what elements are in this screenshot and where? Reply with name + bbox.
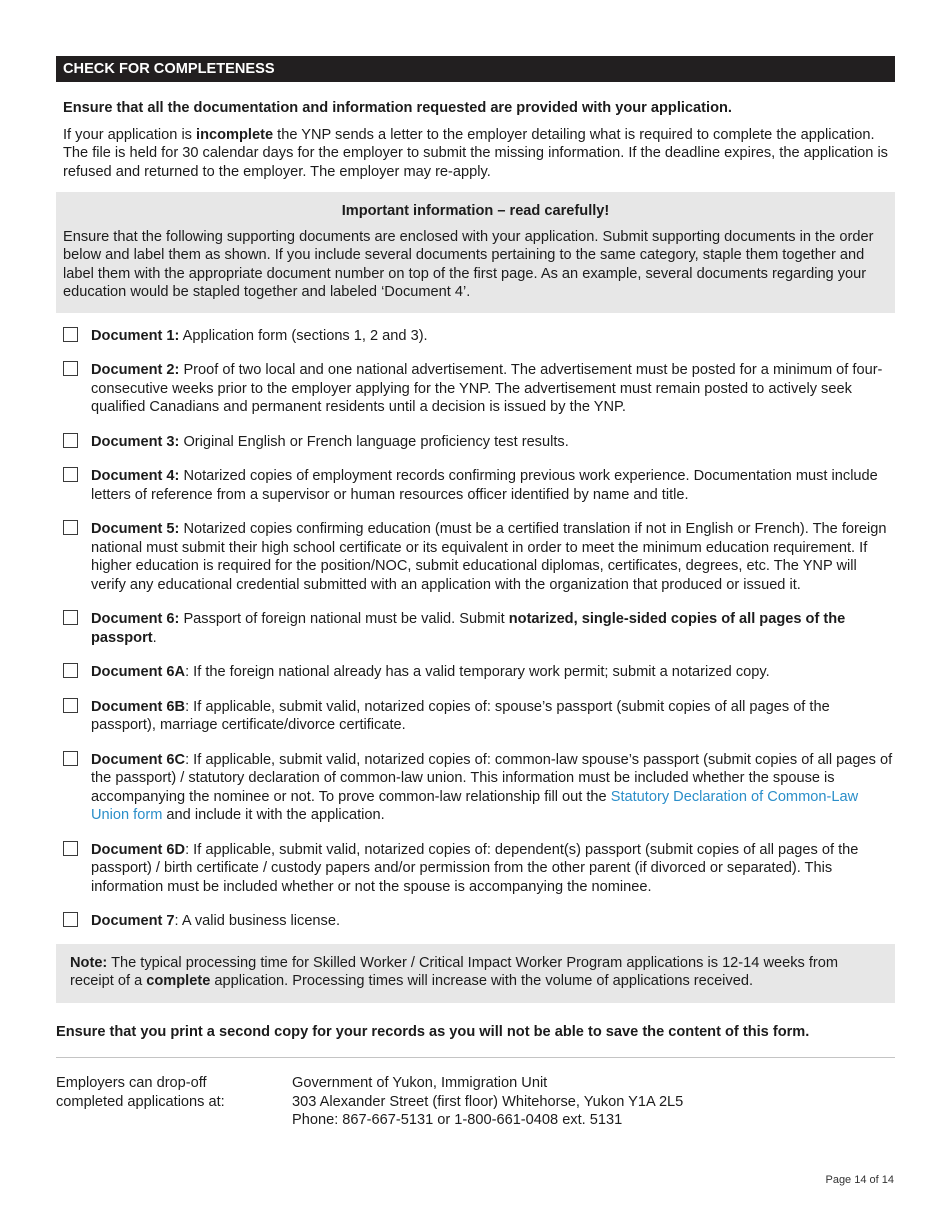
print-copy-notice: Ensure that you print a second copy for your records as you will not be able to save the content of this form.	[56, 1023, 810, 1040]
intro-lead: Ensure that all the documentation and information requested are provided with your application.	[63, 100, 732, 116]
checklist-item-document-4: Document 4: Notarized copies of employment records confirming previous work experience. Documentation must include letters of reference from a supervisor or human resources officer identified by name and title.	[56, 467, 895, 504]
important-info-title: Important information – read carefully!	[341, 203, 610, 219]
intro-paragraph: If your application is incomplete the YNP sends a letter to the employer detailing what is required to complete the application. The file is held for 30 calendar days for the employer to submit the missing information. If the deadline expires, the application is refused and returned to the employer. The employer may re-apply.	[63, 126, 888, 180]
checklist-item-document-6a: Document 6A: If the foreign national already has a valid temporary work permit; submit a notarized copy.	[56, 663, 895, 682]
dropoff-info	[56, 1074, 895, 1130]
checklist-item-document-6: Document 6: Passport of foreign national must be valid. Submit notarized, single-sided copies of all pages of the passport.	[56, 610, 895, 647]
checklist-item-document-1: Document 1: Application form (sections 1, 2 and 3).	[56, 327, 895, 346]
checklist-item-document-6b: Document 6B: If applicable, submit valid, notarized copies of: spouse’s passport (submit copies of all pages of the passport), marriage certificate/divorce certificate.	[56, 698, 895, 735]
checklist-item-document-6d: Document 6D: If applicable, submit valid, notarized copies of: dependent(s) passport (submit copies of all pages of the passport) / birth certificate / custody papers and/or permission from the other parent (if divorced or separated). This information must be included whether or not the spouse is accompanying the nominee.	[56, 841, 895, 897]
document-6c-checkbox[interactable]	[63, 751, 78, 766]
checklist-item-document-6c: Document 6C: If applicable, submit valid, notarized copies of: common-law spouse’s passport (submit copies of all pages of the passport) / statutory declaration of common-law union. This information must be included whether the spouse is accompanying the nominee or not. To prove common-law relationship fill out the Statutory Declaration of Common-Law Union form and include it with the application.	[56, 751, 895, 825]
document-6-checkbox[interactable]	[63, 610, 78, 625]
document-4-checkbox[interactable]	[63, 467, 78, 482]
checklist-item-document-5: Document 5: Notarized copies confirming education (must be a certified translation if not in English or French). The foreign national must submit their high school certificate or its equivalent in order to meet the minimum education requirement. If higher education is required for the position/NOC, submit educational diplomas, certificates, degrees, etc. The YNP will verify any educational credential submitted with an application with the organization that produced or issued it.	[56, 520, 895, 594]
document-5-checkbox[interactable]	[63, 520, 78, 535]
document-2-checkbox[interactable]	[63, 361, 78, 376]
document-7-checkbox[interactable]	[63, 912, 78, 927]
important-info-text: Ensure that the following supporting documents are enclosed with your application. Submit supporting documents in the order below and label them as shown. If you include several documents pertaining to the same category, staple them together and label them with the appropriate document number on top of the first page. As an example, several documents regarding your education would be stapled together and labeled ‘Document 4’.	[63, 228, 874, 300]
document-checklist	[56, 327, 895, 931]
statutory-declaration-link[interactable]: Statutory Declaration of Common-Law Union form	[91, 788, 859, 823]
dropoff-label: Employers can drop-off completed applications at:	[56, 1075, 225, 1110]
section-title: CHECK FOR COMPLETENESS	[56, 56, 895, 82]
checklist-item-document-2: Document 2: Proof of two local and one national advertisement. The advertisement must be posted for a minimum of four-consecutive weeks prior to the employer applying for the YNP. The advertisement must remain posted to actively seek qualified Canadians and permanent residents until a decision is issued by the YNP.	[56, 361, 895, 417]
important-info-box	[56, 192, 895, 313]
divider	[56, 1057, 895, 1058]
document-3-checkbox[interactable]	[63, 433, 78, 448]
checklist-item-document-3: Document 3: Original English or French language proficiency test results.	[56, 433, 895, 452]
processing-time-note: Note: The typical processing time for Skilled Worker / Critical Impact Worker Program applications is 12-14 weeks from receipt of a complete application. Processing times will increase with the volume of applications received.	[56, 944, 895, 1003]
document-6d-checkbox[interactable]	[63, 841, 78, 856]
checklist-item-document-7: Document 7: A valid business license.	[56, 912, 895, 931]
document-6a-checkbox[interactable]	[63, 663, 78, 678]
dropoff-address: Government of Yukon, Immigration Unit 303 Alexander Street (first floor) Whitehorse, Yukon Y1A 2L5 Phone: 867-667-5131 or 1-800-661-0408 ext. 5131	[292, 1075, 684, 1128]
document-1-checkbox[interactable]	[63, 327, 78, 342]
page-number: Page 14 of 14	[825, 1174, 894, 1186]
document-6b-checkbox[interactable]	[63, 698, 78, 713]
form-page	[56, 56, 895, 1130]
